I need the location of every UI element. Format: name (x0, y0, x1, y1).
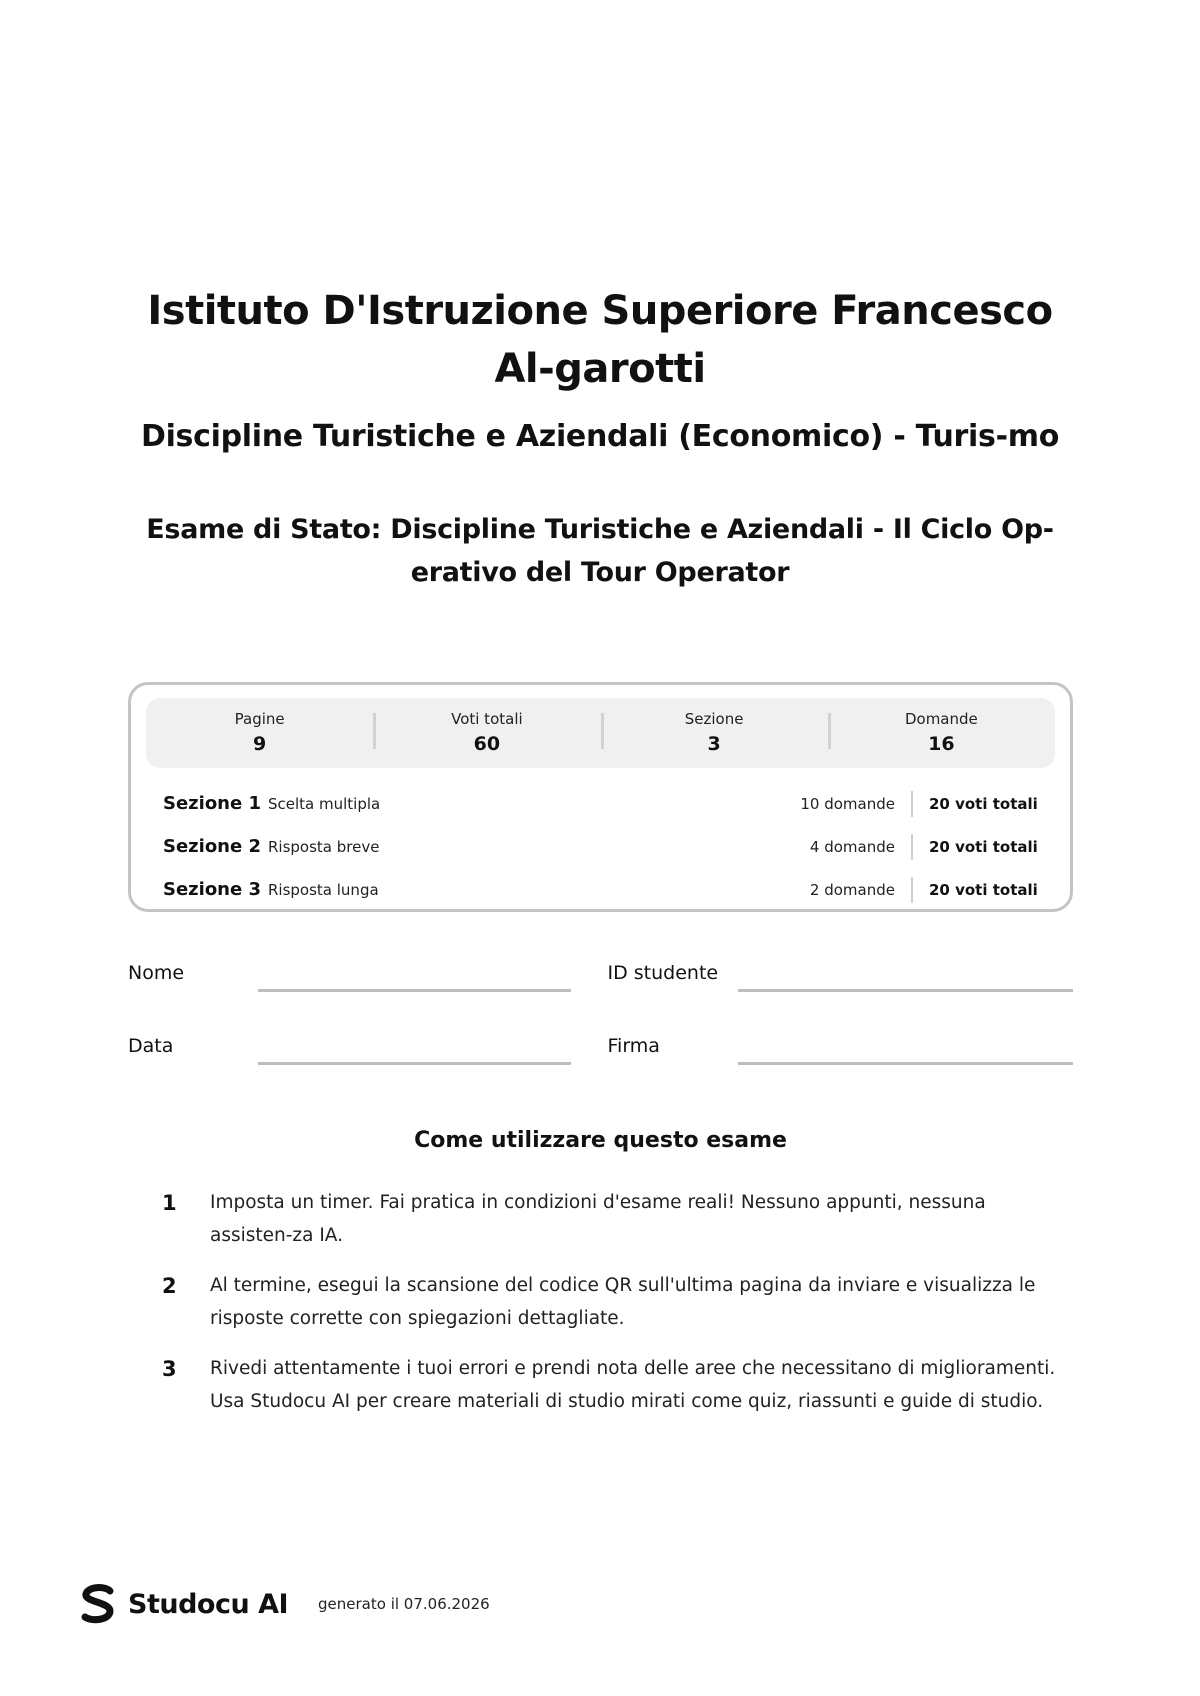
stat-value: 16 (928, 733, 955, 755)
form-row (128, 960, 1073, 1033)
exam-summary-box (128, 682, 1073, 912)
brand-name: Studocu AI (128, 1588, 289, 1620)
section-row (146, 868, 1055, 911)
instructions-title: Come utilizzare questo esame (414, 1128, 787, 1153)
list-item (128, 1269, 1073, 1335)
section-points: 20 voti totali (929, 880, 1038, 899)
studocu-logo-icon (80, 1584, 116, 1624)
stat-questions (828, 709, 1055, 757)
section-question-count: 2 domande (809, 880, 895, 899)
section-list (146, 782, 1055, 911)
exam-title: Esame di Stato: Discipline Turistiche e Aziendali - Il Ciclo Op-erativo del Tour Operator (146, 514, 1054, 588)
item-number: 3 (162, 1357, 177, 1381)
section-points: 20 voti totali (929, 837, 1038, 856)
section-type: Risposta breve (268, 837, 380, 856)
stat-value: 60 (473, 733, 501, 755)
item-text: Rivedi attentamente i tuoi errori e prendi nota delle aree che necessitano di miglioramenti. Usa Studocu AI per creare materiali di studio mirati come quiz, riassunti e guide di studio. (210, 1358, 1056, 1412)
stat-label: Sezione (684, 710, 744, 728)
school-title: Istituto D'Istruzione Superiore Francesco Al-garotti (147, 288, 1053, 392)
student-id-input-line[interactable] (738, 989, 1074, 992)
name-field (128, 960, 601, 1033)
stat-label: Pagine (234, 710, 285, 728)
stat-label: Domande (904, 710, 978, 728)
title-block (128, 282, 1072, 594)
section-type: Risposta lunga (268, 880, 379, 899)
section-question-count: 4 domande (809, 837, 895, 856)
stat-label: Voti totali (451, 710, 523, 728)
footer (80, 1584, 490, 1624)
discipline-title: Discipline Turistiche e Aziendali (Economico) - Turis-mo (140, 419, 1060, 454)
date-input-line[interactable] (258, 1062, 571, 1065)
stat-pages (146, 709, 373, 757)
date-field (128, 1033, 601, 1106)
item-number: 1 (162, 1191, 177, 1215)
name-label: Nome (128, 962, 185, 984)
generated-date: generato il 07.06.2026 (318, 1595, 490, 1613)
name-input-line[interactable] (258, 989, 571, 992)
stat-value: 9 (253, 733, 267, 755)
section-row (146, 825, 1055, 868)
item-text: Imposta un timer. Fai pratica in condizioni d'esame reali! Nessuno appunti, nessuna assisten-za IA. (210, 1192, 986, 1246)
list-item (128, 1352, 1073, 1418)
student-info-form (128, 960, 1073, 1106)
section-row (146, 782, 1055, 825)
item-text: Al termine, esegui la scansione del codice QR sull'ultima pagina da inviare e visualizza le risposte corrette con spiegazioni dettagliate. (210, 1275, 1036, 1329)
item-number: 2 (162, 1274, 177, 1298)
instructions-list (128, 1186, 1073, 1418)
section-type: Scelta multipla (268, 794, 381, 813)
instructions-block (128, 1126, 1073, 1435)
signature-label: Firma (607, 1035, 660, 1057)
signature-input-line[interactable] (738, 1062, 1074, 1065)
section-name: Sezione 3 (163, 879, 261, 900)
date-label: Data (128, 1035, 174, 1057)
stat-sections (601, 709, 828, 757)
form-row (128, 1033, 1073, 1106)
student-id-field (601, 960, 1074, 1033)
section-points: 20 voti totali (929, 794, 1038, 813)
signature-field (601, 1033, 1074, 1106)
stat-value: 3 (707, 733, 721, 755)
section-name: Sezione 1 (163, 793, 261, 814)
student-id-label: ID studente (607, 962, 719, 984)
list-item (128, 1186, 1073, 1252)
stats-bar (146, 698, 1055, 768)
stat-total-points (373, 709, 600, 757)
section-name: Sezione 2 (163, 836, 261, 857)
section-question-count: 10 domande (800, 794, 895, 813)
